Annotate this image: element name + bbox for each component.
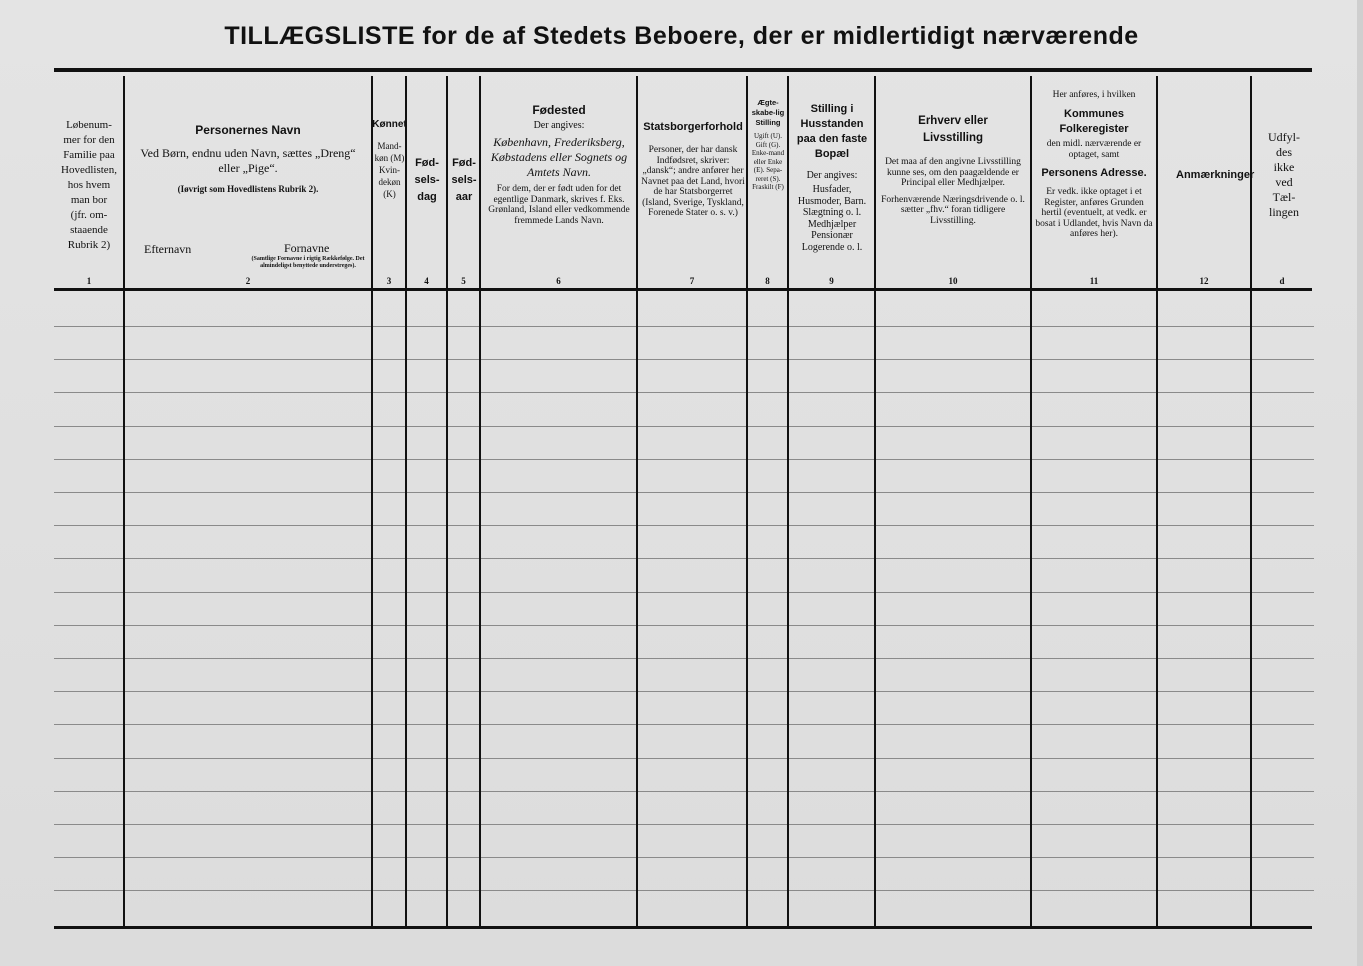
col2-header [128,125,368,215]
row-line [54,459,1314,460]
col2-text: Ved Børn, endnu uden Navn, sættes „Dreng“ eller „Pige“. [140,146,356,175]
row-line [54,724,1314,725]
row-line [54,426,1314,427]
row-line [54,392,1314,393]
row-line [54,625,1314,626]
row-line [54,359,1314,360]
col6-header [484,105,634,255]
top-rule [54,68,1312,72]
column-number: 11 [1089,276,1099,286]
col-divider [479,76,481,928]
col1-text: (jfr. om- [70,208,108,221]
col13-text: ved [1275,175,1293,189]
col1-text: man bor [70,193,108,206]
row-line [54,824,1314,825]
col13-text: lingen [1269,205,1299,219]
col13-header [1254,125,1314,225]
column-number: 6 [556,276,561,286]
col2-fornavne-note: (Samtlige Fornavne i rigtig Rækkefølge. Det almindeligst benyttede understreges). [251,256,365,269]
col7-header [639,122,747,242]
row-line [54,791,1314,792]
column-number: d [1279,276,1285,286]
col12-heading: Anmærkninger [1176,168,1255,181]
col5-header [449,155,479,205]
col2-heading: Personernes Navn [195,123,301,137]
col6-sub: Der angives: [533,120,585,131]
col7-heading: Statsborgerforhold [643,121,743,133]
col1-text: mer for den [63,133,115,146]
row-line [54,658,1314,659]
row-line [54,758,1314,759]
col8-header [749,98,787,263]
col-divider [446,76,448,928]
column-number: 2 [245,276,251,286]
col8-heading: Ægte-skabe-lig Stilling [751,98,785,127]
col2-note: (Iøvrigt som Hovedlistens Rubrik 2). [177,184,319,194]
col9-heading: Stilling i Husstanden paa den faste Bopæl [796,103,868,160]
column-number: 12 [1199,276,1209,286]
col6-text2: For dem, der er født uden for det egentlige Danmark, skrives f. Eks. Grønland, Island eller vedkommende fremmede Lands Navn. [488,184,630,226]
col10-header [880,113,1026,248]
col1-text: Løbenum- [66,118,112,131]
column-number: 1 [86,276,92,286]
column-number: 9 [829,276,834,286]
row-line [54,592,1314,593]
header-bottom-rule [54,288,1312,291]
col11-pre: Her anføres, i hvilken [1052,90,1136,100]
col11-heading: Kommunes Folkeregister [1059,108,1129,135]
col13-text: Udfyl- [1268,130,1300,144]
col-divider [636,76,638,928]
column-number: 8 [765,276,770,286]
row-line [54,890,1314,891]
col9-header [790,102,874,252]
col11-text2: Er vedk. ikke optaget i et Register, anføres Grunden hertil (eventuelt, at vedk. er bosat i Udlandet, hvis Navn da anføres her). [1035,187,1153,239]
row-line [54,525,1314,526]
col-divider [874,76,876,928]
column-number: 4 [424,276,429,286]
col-divider [1156,76,1158,928]
col11-heading2: Personens Adresse. [1041,167,1147,179]
col2-fornavne: Fornavne [284,241,330,255]
col8-text: Ugift (U). Gift (G). Enke-mand eller Enke (E). Sepa-reret (S). Fraskilt (F) [751,132,785,191]
col7-text: Personer, der har dansk Indfødsret, skriver: „dansk“; andre anfører her Navnet paa det Land, hvori de har Statsborgerret (Island, Sverige, Tyskland, Forenede Stater o. s. v.) [641,145,745,218]
col11-header [1034,90,1154,270]
col3-header [373,118,406,238]
form-title: TILLÆGSLISTE for de af Stedets Beboere, der er midlertidigt nærværende [224,22,1139,50]
col6-heading: Fødested [532,103,586,117]
row-line [54,326,1314,327]
col1-text: Hovedlisten, [61,163,117,176]
col10-text2: Forhenværende Næringsdrivende o. l. sætter „fhv.“ foran tidligere Livsstilling. [881,194,1025,226]
column-number: 3 [386,276,392,286]
sheet-edge [1357,0,1363,966]
col4-header [408,155,446,205]
col9-text: Husfader, Husmoder, Barn. Slægtning o. l. Medhjælper Pensionær Logerende o. l. [797,184,867,253]
bottom-rule [54,926,1312,929]
row-line [54,558,1314,559]
col13-text: ikke [1273,160,1295,174]
col1-header [54,110,124,260]
col1-text: staaende [70,223,108,236]
col-divider [787,76,789,928]
col3-text: Mand-køn (M) Kvin-dekøn (K) [374,141,405,199]
row-line [54,857,1314,858]
col9-sub: Der angives: [806,170,858,181]
column-number: 5 [461,276,466,286]
row-line [54,492,1314,493]
col13-text: Tæl- [1272,190,1296,204]
col13-text: des [1276,145,1292,159]
col10-text: Det maa af den angivne Livsstilling kunne ses, om den paagældende er Principal eller Medhjælper. [885,157,1021,188]
col1-text: Familie paa [63,148,115,161]
col5-heading: Fød-sels-aar [451,156,477,203]
col-divider [1250,76,1252,928]
col1-text: hos hvem [67,178,111,191]
col2-efternavn: Efternavn [144,242,192,256]
row-line [54,691,1314,692]
col4-heading: Fød-sels-dag [414,156,440,203]
col1-text: Rubrik 2) [67,238,111,251]
col10-heading: Erhverv eller Livsstilling [918,115,988,144]
column-number: 7 [689,276,695,286]
col6-text: København, Frederiksberg, Købstadens eller Sognets og Amtets Navn. [490,135,628,179]
column-number: 10 [948,276,958,286]
col3-heading: Kønnet [372,119,407,130]
col-divider [1030,76,1032,928]
col11-text: den midl. nærværende er optaget, samt [1046,139,1142,160]
col12-header [1160,155,1255,195]
